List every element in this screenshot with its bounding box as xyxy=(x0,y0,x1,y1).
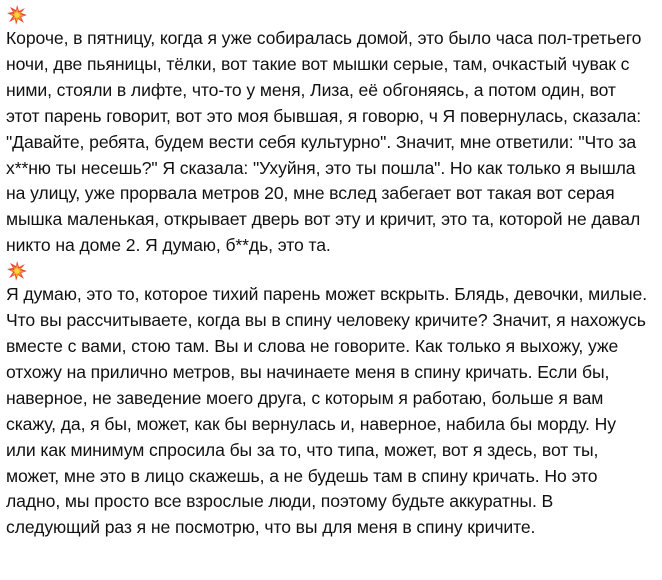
post-paragraph-block-2 xyxy=(6,260,662,541)
post-paragraph-2: Я думаю, это то, которое тихий парень может вскрыть. Блядь, девочки, милые. Что вы рассчитываете, когда вы в спину человеку кричите? Значит, я нахожусь вместе с вами, стою там. Вы и слова не говорите. Как только я выхожу, уже отхожу на прилично метров, вы начинаете меня в спину кричать. Если бы, наверное, не заведение моего друга, с которым я работаю, больше я вам скажу, да, я бы, может, как бы вернулась и, наверное, набила бы морду. Ну или как минимум спросила бы за то, что типа, может, вот я здесь, вот ты, может, мне это в лицо скажешь, а не будешь там в спину кричать. Но это ладно, мы просто все взрослые люди, поэтому будьте аккуратны. В следующий раз я не посмотрю, что вы для меня в спину кричите. xyxy=(6,284,648,538)
post-paragraph-block-1 xyxy=(6,4,662,259)
collision-emoji-icon xyxy=(6,4,28,26)
post-paragraph-1: Короче, в пятницу, когда я уже собиралась домой, это было часа пол-третьего ночи, две пьяницы, тёлки, вот такие вот мышки серые, там, очкастый чувак с ними, стояли в лифте, что-то у меня, Лиза, её обгоняясь, а потом один, вот этот парень говорит, вот это моя бывшая, я говорю, ч Я повернулась, сказала: "Давайте, ребята, будем вести себя культурно". Значит, мне ответили: "Что за х**ню ты несешь?" Я сказала: "Ухуйня, это ты пошла". Но как только я вышла на улицу, уже прорвала метров 20, мне вслед забегает вот такая вот серая мышка маленькая, открывает дверь вот эту и кричит, это та, которой не давал никто на доме 2. Я думаю, б**дь, это та. xyxy=(6,28,642,256)
collision-emoji-icon xyxy=(6,260,28,282)
